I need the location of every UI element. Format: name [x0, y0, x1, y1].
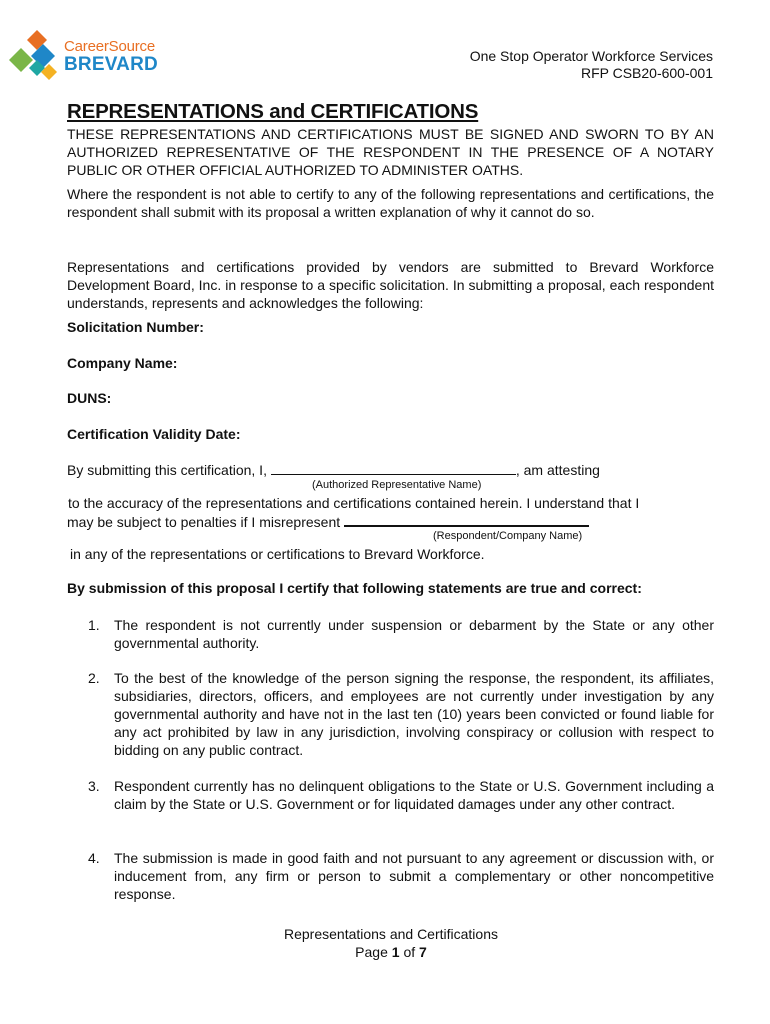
- attest-line-1: [67, 461, 600, 479]
- solicitation-number-label: Solicitation Number:: [67, 319, 204, 335]
- duns-label: DUNS:: [67, 390, 112, 406]
- header-line-1: One Stop Operator Workforce Services: [469, 48, 713, 64]
- logo-diamonds-icon: [7, 28, 65, 86]
- page-of: of: [399, 944, 420, 960]
- company-name-label: Company Name:: [67, 355, 178, 371]
- validity-date-label: Certification Validity Date:: [67, 426, 241, 442]
- attest-post-text: , am attesting: [515, 462, 600, 478]
- representative-name-blank[interactable]: [271, 461, 516, 475]
- attest-line-3: [67, 512, 589, 531]
- header-rfp-number: RFP CSB20-600-001: [580, 65, 713, 81]
- company-name-caption: (Respondent/Company Name): [433, 530, 583, 542]
- oath-paragraph: THESE REPRESENTATIONS AND CERTIFICATIONS MUST BE SIGNED AND SWORN TO BY AN AUTHORIZED REPRESENTATIVE OF THE RESPONDENT IN THE PRESENCE OF A NOTARY PUBLIC OR OTHER OFFICIAL AUTHORIZED TO ADMINISTER OATHS.: [67, 126, 714, 178]
- statement-text: The submission is made in good faith and not pursuant to any agreement or discussion with, or inducement from, any firm or person to submit a complementary or other noncompetitive response.: [114, 850, 714, 902]
- careersource-brevard-logo: [7, 28, 157, 86]
- statement-text: To the best of the knowledge of the person signing the response, the respondent, its affiliates, subsidiaries, directors, officers, and employees are not currently under investigation by any governmental authority and have not in the last ten (10) years been convicted or found liable for any act prohibited by law in any jurisdiction, involving conspiracy or collusion with respect to bidding on any public contract.: [114, 670, 714, 758]
- attest-misrepresent-text: may be subject to penalties if I misrepresent: [67, 514, 341, 530]
- attest-line-4: in any of the representations or certifications to Brevard Workforce.: [70, 546, 485, 562]
- total-pages: 7: [419, 944, 427, 960]
- statement-number: 1.: [88, 617, 100, 633]
- statement-text: Respondent currently has no delinquent obligations to the State or U.S. Government including a claim by the State or U.S. Government or for liquidated damages under any other contract.: [114, 778, 714, 812]
- representative-name-caption: (Authorized Representative Name): [312, 479, 482, 491]
- statement-number: 2.: [88, 670, 100, 686]
- statement-number: 4.: [88, 850, 100, 866]
- attest-pre-text: By submitting this certification, I,: [67, 462, 267, 478]
- explanation-paragraph: Where the respondent is not able to certify to any of the following representations and certifications, the respondent shall submit with its proposal a written explanation of why it cannot do so.: [67, 186, 714, 220]
- logo-text-brevard: BREVARD: [64, 54, 158, 75]
- current-page: 1: [391, 944, 400, 960]
- logo-text-careersource: CareerSource: [64, 38, 155, 55]
- footer-page-number: [0, 943, 770, 961]
- attest-line-2: to the accuracy of the representations and certifications contained herein. I understand that I: [68, 495, 640, 511]
- statement-number: 3.: [88, 778, 100, 794]
- footer-title: Representations and Certifications: [283, 926, 498, 942]
- certify-heading: By submission of this proposal I certify that following statements are true and correct:: [67, 580, 642, 596]
- page-prefix: Page: [355, 944, 392, 960]
- acknowledgement-paragraph: Representations and certifications provided by vendors are submitted to Brevard Workforce Development Board, Inc. in response to a specific solicitation. In submitting a proposal, each respondent understands, represents and acknowledges the following:: [67, 259, 714, 311]
- company-name-blank[interactable]: [344, 512, 589, 527]
- statement-text: The respondent is not currently under suspension or debarment by the State or any other governmental authority.: [114, 617, 714, 651]
- page-title: REPRESENTATIONS and CERTIFICATIONS: [67, 100, 479, 123]
